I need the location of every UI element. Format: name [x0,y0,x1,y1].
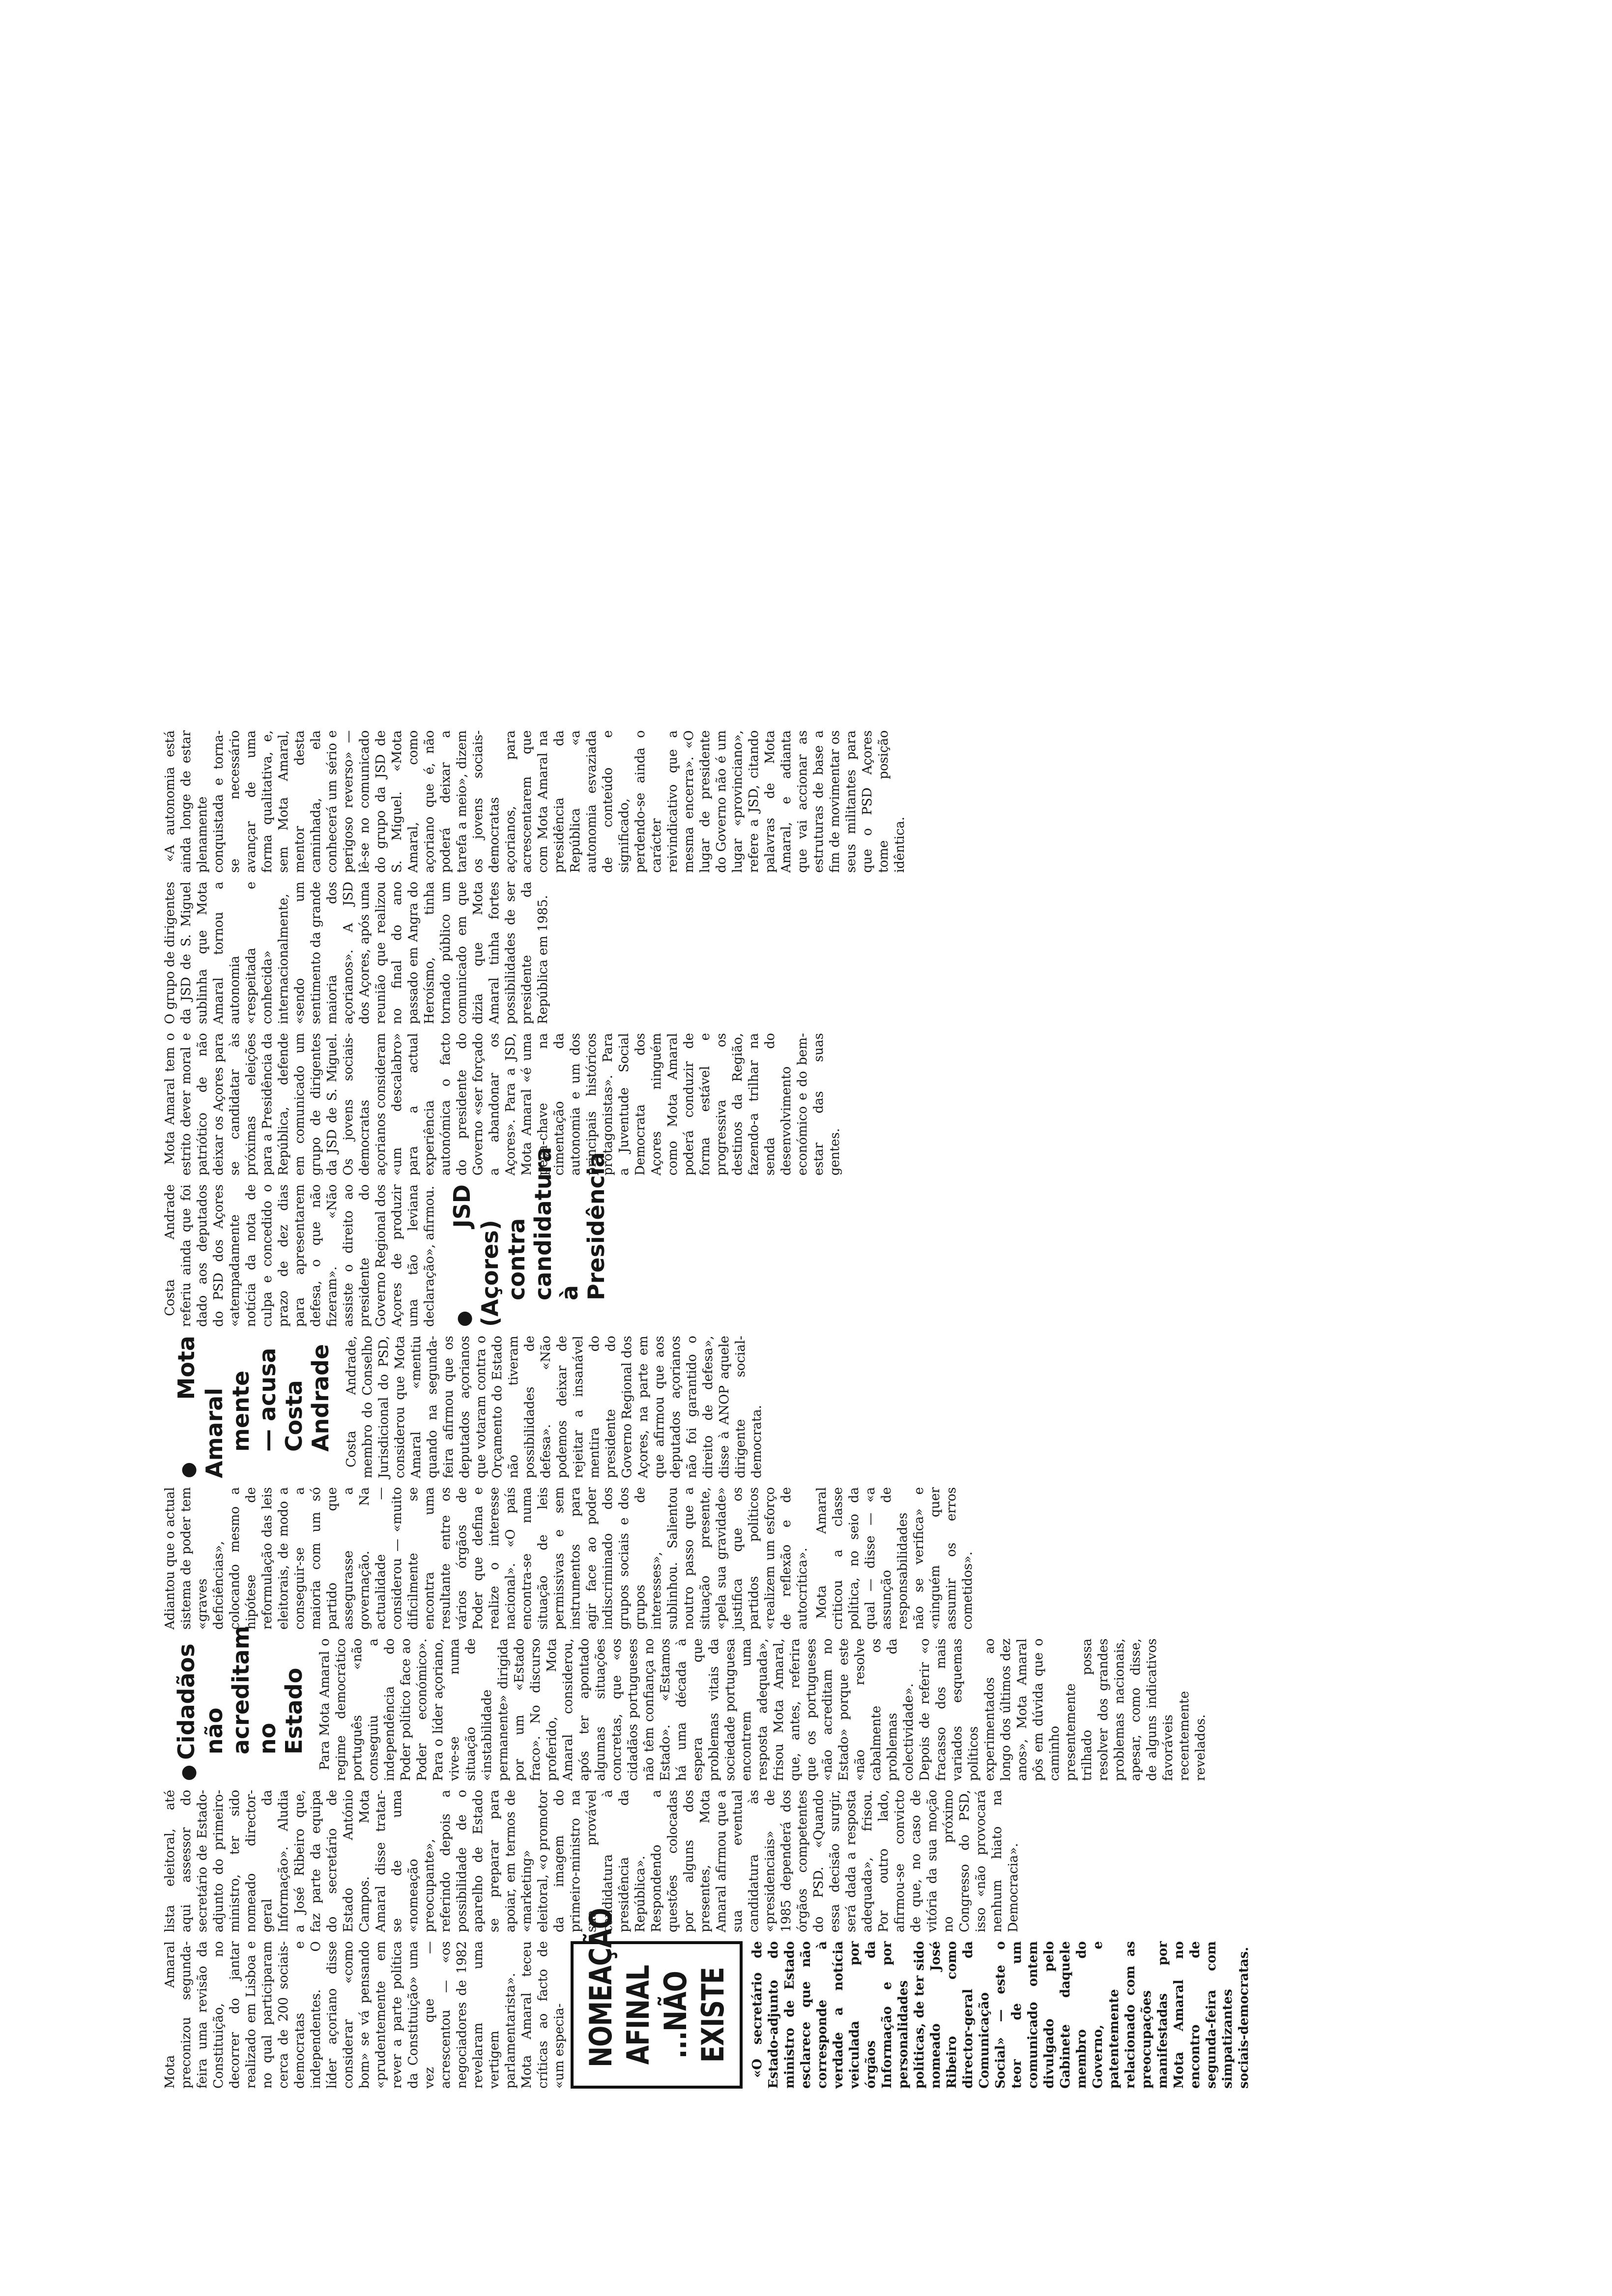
newspaper-clipping-rotated [162,221,1307,2089]
subhead-line: no Estado [254,1667,307,1754]
bullet-icon: ● [177,1764,199,1781]
article-paragraph: Mota Amaral preconizou segunda-feira uma revisão da Constituição, no decorrer do jantar realizado em Lisboa e no qual participaram cerca de 200 sociais-democratas e independentes. O líder açoriano disse considerar «como bom» se vá pensando «prudentemente em rever a parte política da Constituição» uma vez que — acrescentou — «os negociadores de 1982 revelaram uma vertigem parlamentarista». Mota Amaral teceu críticas ao facto de «um especia- [163,1941,567,2089]
box-title-line-1: NOMEAÇÃO [583,1908,619,2067]
headline-mota-amaral-mente [173,1336,334,1478]
article-paragraph: lista eleitoral, até aqui assessor do secretário de Estado-adjunto do primeiro-ministro, ter sido nomeado director-geral da Informação». Aludia a José Ribeiro que, faz parte da equipa do secretário de Estado António Campos. Mota Amaral disse tratar-se de uma «nomeação preocupante», referindo depois a possibilidade de o aparelho de Estado se preparar para apoiar, em termos de «marketing» eleitoral, «o promotor da imagem do primeiro-ministro na sua provável candidatura à presidência da República». Respondendo a questões colocadas por alguns dos presentes, Mota Amaral afirmou que a sua eventual candidatura às «presidenciais» de 1985 dependerá dos órgãos competentes do PSD. «Quando essa decisão surgir, será dada a resposta adequada», frisou. Por outro lado, afirmou-se convicto de que, no caso de vitória da sua moção no próximo Congresso do PSD, isso «não provocará nenhum hiato na Democracia». [163,1790,1021,1932]
article-paragraph: Costa Andrade, membro do Conselho Jurisdicional do PSD, considerou que Mota Amaral «mentiu quando na segunda-feira afirmou que os deputados açorianos que votaram contra o Orçamento do Estado não tiveram possibilidades de defesa». «Não podemos deixar de rejeitar a insanável mentira do presidente do Governo Regional dos Açores, na parte em que afirmou que aos deputados açorianos não foi garantido o direito de defesa», disse à ANOP aquele dirigente social-democrata. [344,1336,764,1478]
headline-line: JSD (Açores) [449,1184,503,1327]
box-title-line-3: ...NÃO EXISTE [658,1967,731,2063]
headline-line: contra [503,1218,530,1300]
article-paragraph: Mota Amaral criticou a classe política, no seio da qual — disse — «a assunção de responsabilidades não se verifica» e «ninguém quer assumir os erros cometidos». [814,1487,975,1630]
column-7 [162,1033,846,1176]
column-9 [162,730,911,873]
column-5 [162,1336,768,1478]
subhead-line: não [201,1707,228,1754]
subhead-line: Cidadãos [173,1643,200,1760]
article-paragraph: «A autonomia está ainda longe de estar plenamente conquistada e torna-se necessário avançar de uma forma qualitativa, e, sem Mota Amaral, mentor desta caminhada, ela conhecerá um sério e perigoso reverso» — lê-se no comunicado do grupo da JSD de S. Miguel. «Mota Amaral, como açoriano que é, não poderá deixar a tarefa a meio», dizem os jovens sociais-democratas açorianos, para acrescentarem que com Mota Amaral na presidência da República «a autonomia esvaziada de conteúdo e significado, perdendo-se ainda o carácter reivindicativo que a mesma encerra». «O lugar de presidente do Governo não é um lugar «provinciano», refere a JSD, citando palavras de Mota Amaral, e adianta que vai accionar as estruturas de base a fim de movimentar os seus militantes para que o PSD Açores tome posição idêntica. [163,730,907,873]
headline-line: mente [228,1370,254,1452]
bullet-icon: ● [177,1405,199,1478]
column-8 [162,882,554,1024]
subhead-line: acreditam [228,1626,254,1754]
headline-line: Costa Andrade [281,1344,334,1452]
column-4 [162,1487,979,1630]
column-6 [162,1147,619,1327]
boxed-note [571,1908,743,2089]
headline-line: — acusa [254,1348,281,1452]
headline-line: à Presidência [556,1152,609,1300]
article-paragraph: Costa Andrade referiu ainda que foi dado aos deputados do PSD dos Açores «atempadamente notícia da nota de culpa e concedido o prazo de dez dias para apresentarem defesa, o que não fizeram». «Não assiste o direito ao presidente do Governo Regional dos Açores de produzir uma tão leviana declaração», afirmou. [163,1184,437,1327]
headline-line: Mota Amaral [173,1336,228,1478]
article-paragraph: Mota Amaral tem o estrito dever moral e patriótico de não deixar os Açores para se candidatar às próximas eleições para a Presidência da República, defende em comunicado um grupo de dirigentes da JSD de S. Miguel. Os jovens sociais-democratas açorianos consideram «um descalabro» para a actual experiência autonómica o facto do presidente do Governo «ser forçado a abandonar os Açores». Para a JSD, Mota Amaral «é uma peça-chave na cimentação da autonomia e um dos principais históricos protagonistas». Para a Juventude Social Democrata dos Açores ninguém como Mota Amaral poderá conduzir de forma estável e progressiva os destinos da Região, fazendo-a trilhar na senda do desenvolvimento económico e do bem-estar das suas gentes. [163,1033,842,1176]
article-paragraph: O grupo de dirigentes da JSD de S. Miguel sublinha que Mota Amaral tornou a autonomia «respeitada e conhecida» internacionalmente, «sendo um sentimento da grande maioria dos açorianos». A JSD dos Açores, após uma reunião que realizou no final do ano passado em Angra do Heroísmo, tinha tornado público um comunicado em que dizia que Mota Amaral tinha fortes possibilidades de ser presidente da República em 1985. [163,882,550,1024]
bullet-icon: ● [453,1233,474,1327]
box-body: «O secretário de Estado-adjunto do ministro de Estado esclarece que não corresponde à verdade a notícia veiculada por órgãos da Informação e por personalidades políticas, de ter sido nomeado José Ribeiro como director-geral da Comunicação Social» — este o teor de um comunicado ontem divulgado pelo Gabinete daquele membro do Governo, e patentemente relacionado com as preocupações manifestadas por Mota Amaral no encontro de segunda-feira com simpatizantes sociais-democratas. [750,1941,1251,2089]
column-1 [162,1908,1255,2089]
subhead-cidadaos [173,1626,307,1781]
article-paragraph: Para Mota Amaral o regime democrático português «não conseguiu a independência do Poder político face ao Poder económico». Para o líder açoriano, vive-se numa situação de «instabilidade permanente» dirigida por um «Estado fraco». No discurso proferido, Mota Amaral considerou, após ter apontado algumas situações concretas, que «os cidadãos portugueses não têm confiança no Estado». «Estamos há uma década à espera que problemas vitais da sociedade portuguesa encontrem uma resposta adequada», frisou Mota Amaral, que, antes, referira que os portugueses «não acreditam no Estado» porque este «não resolve cabalmente os problemas da colectividade». Depois de referir «o fracasso dos mais variados esquemas políticos experimentados ao longo dos últimos dez anos», Mota Amaral pôs em dúvida que o caminho presentemente trilhado possa resolver dos grandes problemas nacionais, apesar, como disse, de alguns indicativos favoráveis recentemente revelados. [317,1638,1208,1781]
box-title-line-2: AFINAL [620,1965,656,2065]
headline-line: candidatura [530,1147,556,1300]
column-3 [162,1626,1212,1781]
article-paragraph: Adiantou que o actual sistema de poder tem «graves deficiências», colocando mesmo a hipótese de reformulação das leis eleitorais, de modo a conseguir-se a maioria com um só partido que assegurasse a governação. Na actualidade — considerou — «muito dificilmente se encontra uma resultante entre os vários órgãos de Poder que defina e realize o interesse nacional». «O país encontra-se numa situação de leis permissivas e sem instrumentos para agir face ao poder indiscriminado dos grupos sociais e dos grupos de interesses», sublinhou. Salientou noutro passo que a situação presente, «pela sua gravidade» justifica que os partidos políticos «realizem um esforço de reflexão e de autocrítica». [163,1487,810,1630]
headline-jsd-acores [449,1147,609,1327]
